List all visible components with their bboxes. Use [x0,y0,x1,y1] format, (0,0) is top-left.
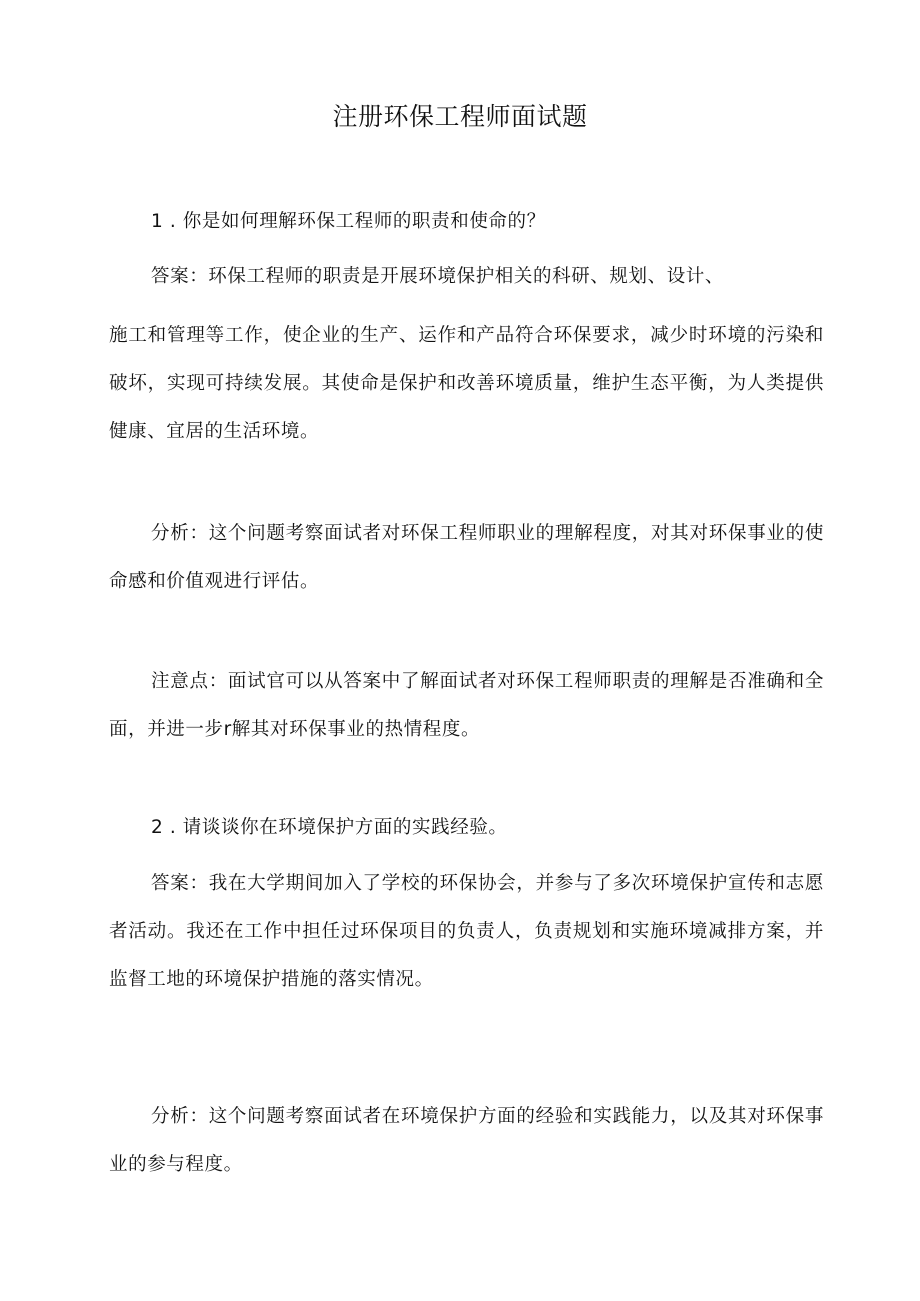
q1-answer-line-1: 答案：环保工程师的职责是开展环境保护相关的科研、规划、设计、 [151,266,725,287]
question-2: 2 . 请谈谈你在环境保护方面的实践经验。 [151,817,508,838]
question-1: 1 . 你是如何理解环保工程师的职责和使命的？ [151,211,546,232]
document-title: 注册环保工程师面试题 [332,102,588,131]
q2-analysis: 分析：这个问题考察面试者在环境保护方面的经验和实践能力，以及其对环保事业的参与程度。 [109,1106,824,1175]
q1-note: 注意点：面试官可以从答案中了解面试者对环保工程师职责的理解是否准确和全面，并进一步r解其对环保事业的热情程度。 [109,671,824,740]
q2-answer: 答案：我在大学期间加入了学校的环保协会，并参与了多次环境保护宣传和志愿者活动。我还在工作中担任过环保项目的负责人，负责规划和实施环境减排方案，并监督工地的环境保护措施的落实情况。 [109,873,824,990]
q1-analysis: 分析：这个问题考察面试者对环保工程师职业的理解程度，对其对环保事业的使命感和价值观进行评估。 [109,523,824,592]
q1-answer-continued: 施工和管理等工作，使企业的生产、运作和产品符合环保要求，减少时环境的污染和破坏，实现可持续发展。其使命是保护和改善环境质量，维护生态平衡，为人类提供健康、宜居的生活环境。 [109,325,824,442]
